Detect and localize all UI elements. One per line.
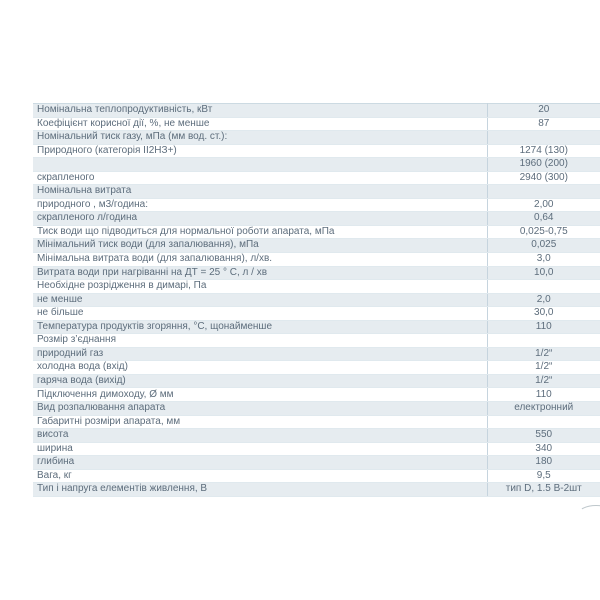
- table-row: [33, 185, 600, 199]
- spec-label-cell: висота: [33, 429, 487, 443]
- spec-label-cell: Габаритні розміри апарата, мм: [33, 415, 487, 429]
- spec-value-cell: 0,025-0,75: [487, 225, 600, 239]
- spec-value-cell: 550: [487, 429, 600, 443]
- spec-label-cell: природний газ: [33, 347, 487, 361]
- table-row: [33, 171, 600, 185]
- table-row: [33, 388, 600, 402]
- spec-label-cell: скрапленого: [33, 171, 487, 185]
- spec-label-cell: Мінімальний тиск води (для запалювання), мПа: [33, 239, 487, 253]
- table-row: [33, 293, 600, 307]
- spec-value-cell: 87: [487, 117, 600, 131]
- spec-label-cell: не більше: [33, 307, 487, 321]
- spec-label-cell: Тиск води що підводиться для нормальної роботи апарата, мПа: [33, 225, 487, 239]
- spec-label-cell: Коефіцієнт корисної дії, %, не менше: [33, 117, 487, 131]
- table-row: [33, 361, 600, 375]
- spec-label-cell: скрапленого л/година: [33, 212, 487, 226]
- table-row: [33, 225, 600, 239]
- spec-label-cell: Природного (категорія ІІ2НЗ+): [33, 144, 487, 158]
- table-row: [33, 131, 600, 145]
- spec-value-cell: 110: [487, 388, 600, 402]
- table-row: [33, 266, 600, 280]
- spec-label-cell: Номінальна теплопродуктивність, кВт: [33, 104, 487, 118]
- spec-value-cell: 10,0: [487, 266, 600, 280]
- spec-label-cell: природного , м3/година:: [33, 198, 487, 212]
- spec-value-cell: [487, 131, 600, 145]
- spec-value-cell: 0,64: [487, 212, 600, 226]
- decorative-arc: [578, 505, 600, 523]
- spec-value-cell: [487, 185, 600, 199]
- table-row: [33, 469, 600, 483]
- spec-value-cell: 340: [487, 442, 600, 456]
- spec-label-cell: Розмір з’єднання: [33, 334, 487, 348]
- spec-value-cell: електронний: [487, 402, 600, 416]
- spec-label-cell: Температура продуктів згоряння, °С, щонайменше: [33, 320, 487, 334]
- table-row: [33, 280, 600, 294]
- spec-label-cell: Підключення димоходу, Ø мм: [33, 388, 487, 402]
- spec-label-cell: Вид розпалювання апарата: [33, 402, 487, 416]
- table-row: [33, 253, 600, 267]
- spec-value-cell: 9,5: [487, 469, 600, 483]
- table-row: [33, 442, 600, 456]
- spec-value-cell: 1/2“: [487, 347, 600, 361]
- spec-value-cell: 20: [487, 104, 600, 118]
- table-row: [33, 483, 600, 497]
- spec-value-cell: [487, 280, 600, 294]
- spec-value-cell: 0,025: [487, 239, 600, 253]
- spec-label-cell: глибина: [33, 456, 487, 470]
- spec-value-cell: 1960 (200): [487, 158, 600, 172]
- table-row: [33, 374, 600, 388]
- spec-label-cell: холодна вода (вхід): [33, 361, 487, 375]
- table-row: [33, 320, 600, 334]
- spec-value-cell: тип D, 1.5 В-2шт: [487, 483, 600, 497]
- spec-label-cell: Тип і напруга елементів живлення, В: [33, 483, 487, 497]
- table-row: [33, 307, 600, 321]
- table-row: [33, 239, 600, 253]
- spec-table: [33, 103, 600, 497]
- table-row: [33, 104, 600, 118]
- table-row: [33, 347, 600, 361]
- table-row: [33, 144, 600, 158]
- spec-value-cell: 1/2“: [487, 361, 600, 375]
- table-row: [33, 198, 600, 212]
- spec-label-cell: Мінімальна витрата води (для запалювання), л/хв.: [33, 253, 487, 267]
- spec-value-cell: 2,0: [487, 293, 600, 307]
- spec-label-cell: Номінальний тиск газу, мПа (мм вод. ст.):: [33, 131, 487, 145]
- spec-table-body: [33, 104, 600, 497]
- spec-label-cell: Витрата води при нагріванні на ДТ = 25 ° С, л / хв: [33, 266, 487, 280]
- spec-value-cell: 30,0: [487, 307, 600, 321]
- spec-label-cell: Вага, кг: [33, 469, 487, 483]
- spec-label-cell: Необхідне розрідження в димарі, Па: [33, 280, 487, 294]
- spec-label-cell: Номінальна витрата: [33, 185, 487, 199]
- spec-label-cell: гаряча вода (вихід): [33, 374, 487, 388]
- spec-value-cell: 3,0: [487, 253, 600, 267]
- spec-value-cell: [487, 415, 600, 429]
- table-row: [33, 334, 600, 348]
- spec-label-cell: [33, 158, 487, 172]
- spec-value-cell: 1/2“: [487, 374, 600, 388]
- table-row: [33, 212, 600, 226]
- table-row: [33, 429, 600, 443]
- spec-label-cell: ширина: [33, 442, 487, 456]
- spec-value-cell: 180: [487, 456, 600, 470]
- table-row: [33, 117, 600, 131]
- table-row: [33, 158, 600, 172]
- spec-value-cell: 1274 (130): [487, 144, 600, 158]
- spec-value-cell: 2940 (300): [487, 171, 600, 185]
- table-row: [33, 415, 600, 429]
- spec-value-cell: 2,00: [487, 198, 600, 212]
- spec-value-cell: 110: [487, 320, 600, 334]
- spec-value-cell: [487, 334, 600, 348]
- table-row: [33, 456, 600, 470]
- spec-label-cell: не менше: [33, 293, 487, 307]
- table-row: [33, 402, 600, 416]
